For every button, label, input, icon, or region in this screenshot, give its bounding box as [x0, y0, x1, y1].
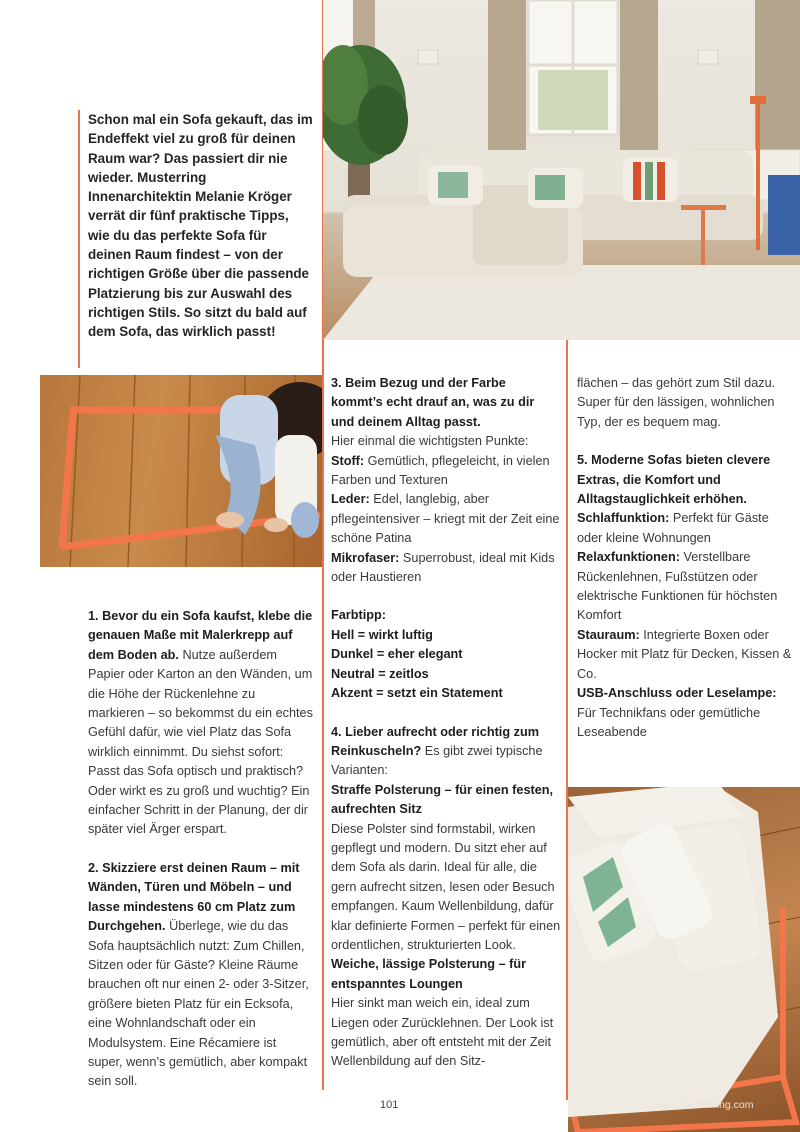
farbtipp-title: Farbtipp: — [331, 608, 386, 623]
material-label: Mikrofaser: — [331, 550, 400, 565]
variant-2-title: Weiche, lässige Polsterung – für entspanntes Loungen — [331, 957, 527, 991]
tip-5-heading: 5. Moderne Sofas bieten clevere Extras, die Komfort und Alltagstauglichkeit erhöhen. — [577, 453, 771, 507]
material-label: Stoff: — [331, 453, 365, 468]
farbtipp-item: Akzent = setzt ein Statement — [331, 686, 503, 701]
variant-1-title: Straffe Polsterung – für einen festen, aufrechten Sitz — [331, 782, 554, 817]
extra-text: Integrierte Boxen oder Hocker mit Platz für Decken, Kissen & Co. — [577, 627, 792, 681]
intro-text: Schon mal ein Sofa gekauft, das im Endeffekt viel zu groß für deinen Raum war? Das passiert dir nie wieder. Musterring Innenarchitektin Melanie Kröger verrät dir fünf praktische Tipps, wie du das perfekte Sofa für deinen Raum findest – von der richtigen Größe über die passende Platzierung bis zur Auswahl des richtigen Stils. So sitzt du bald auf dem Sofa, das wirklich passt! — [88, 112, 313, 340]
material-item — [331, 549, 561, 588]
tip-4 — [331, 723, 561, 781]
material-item — [331, 452, 561, 491]
tip-2 — [88, 859, 314, 1092]
tape-measuring-illustration — [40, 375, 322, 567]
extra-item — [577, 509, 792, 548]
farbtipp-item: Hell = wirkt luftig — [331, 627, 433, 642]
extra-item — [577, 684, 792, 742]
sofa-detail-photo — [568, 787, 800, 1132]
website-url: www.musterring.com — [656, 1099, 754, 1111]
variant-2-text-b: flächen – das gehört zum Stil dazu. Super für den lässigen, wohnlichen Typ, der es bequem mag. — [577, 376, 776, 429]
column-two — [331, 374, 561, 1072]
column-rule — [78, 110, 80, 368]
extra-label: Relaxfunktionen: — [577, 550, 680, 565]
page-number: 101 — [380, 1099, 399, 1111]
extra-text: Verstellbare Rückenlehnen, Fußstützen oder elektrische Funktionen für höchsten Komfort — [577, 550, 778, 623]
extra-item — [577, 626, 792, 684]
material-text: Superrobust, ideal mit Kids oder Haustieren — [331, 550, 555, 585]
extra-label: Schlaffunktion: — [577, 511, 670, 526]
farbtipp-item: Neutral = zeitlos — [331, 666, 429, 681]
extra-label: Stauraum: — [577, 627, 640, 642]
tip-4-heading-rest: Es gibt zwei typische Varianten: — [331, 743, 543, 778]
tip-4-heading: 4. Lieber aufrecht oder richtig zum Reinkuscheln? — [331, 724, 539, 758]
extra-text: Für Technikfans oder gemütliche Leseabende — [577, 705, 761, 739]
material-text: Edel, langlebig, aber pflegeintensiver – kriegt mit der Zeit eine schöne Patina — [331, 492, 560, 546]
living-room-illustration — [323, 0, 800, 340]
extra-label: USB-Anschluss oder Leselampe: — [577, 686, 777, 701]
variant-2-text-a: Hier sinkt man weich ein, ideal zum Liegen oder Zurücklehnen. Der Look ist gemütlich, aber oft entsteht mit der Zeit Wellenbildung auf den Sitz- — [331, 996, 554, 1069]
tip-3-heading: 3. Beim Bezug und der Farbe kommt’s echt drauf an, was zu dir und deinem Alltag passt. — [331, 376, 535, 429]
tip-1-body: Nutze außerdem Papier oder Karton an den Wänden, um die Höhe der Rückenlehne zu markieren – so bekommst du ein echtes Gefühl dafür, wie viel Platz das Sofa wirklich einnimmt. Du siehst sofort: Passt das Sofa optisch und praktisch? Oder wirkt es zu groß und wuchtig? Ein einfacher Schritt in der Planung, der dir später viel Ärger erspart. — [88, 647, 313, 837]
tip-2-body: Überlege, wie du das Sofa hauptsächlich nutzt: Zum Chillen, Sitzen oder für Gäste? Kleine Räume brauchen oft nur einen 2- oder 3-Sitzer, größere bieten Platz für ein Ecksofa, eine Wohnlandschaft oder ein Modulsystem. Eine Récamiere ist super, wenn’s gemütlich, aber kompakt sein soll. — [88, 919, 309, 1089]
tip-1-heading: 1. Bevor du ein Sofa kaufst, klebe die genauen Maße mit Malerkrepp auf dem Boden ab. — [88, 609, 313, 662]
column-three — [577, 374, 792, 742]
living-room-photo — [323, 0, 800, 340]
farbtipp-item: Dunkel = eher elegant — [331, 647, 463, 662]
column-one — [88, 607, 314, 1092]
variant-1-text: Diese Polster sind formstabil, wirken gepflegt und modern. Du sitzt eher auf dem Sofa als darin. Ideal für alle, die gern aufrecht sitzen, lesen oder Besuch empfangen. Kaum Wellenbildung, dafür klar definierte Formen – perfekt für einen ordentlichen, strukturierten Look. — [331, 821, 561, 952]
tip-1 — [88, 607, 314, 840]
material-text: Gemütlich, pflegeleicht, in vielen Farben und Texturen — [331, 453, 550, 488]
tip-2-heading: 2. Skizziere erst deinen Raum – mit Wänden, Türen und Möbeln – und lasse mindestens 60 cm Platz zum Durchgehen. — [88, 860, 300, 934]
material-item — [331, 490, 561, 548]
tape-measuring-photo — [40, 375, 322, 567]
material-label: Leder: — [331, 492, 370, 507]
extra-text: Perfekt für Gäste oder kleine Wohnungen — [577, 511, 769, 545]
extra-item — [577, 548, 792, 626]
tip-3-intro: Hier einmal die wichtigsten Punkte: — [331, 434, 529, 449]
sofa-detail-illustration — [568, 787, 800, 1132]
